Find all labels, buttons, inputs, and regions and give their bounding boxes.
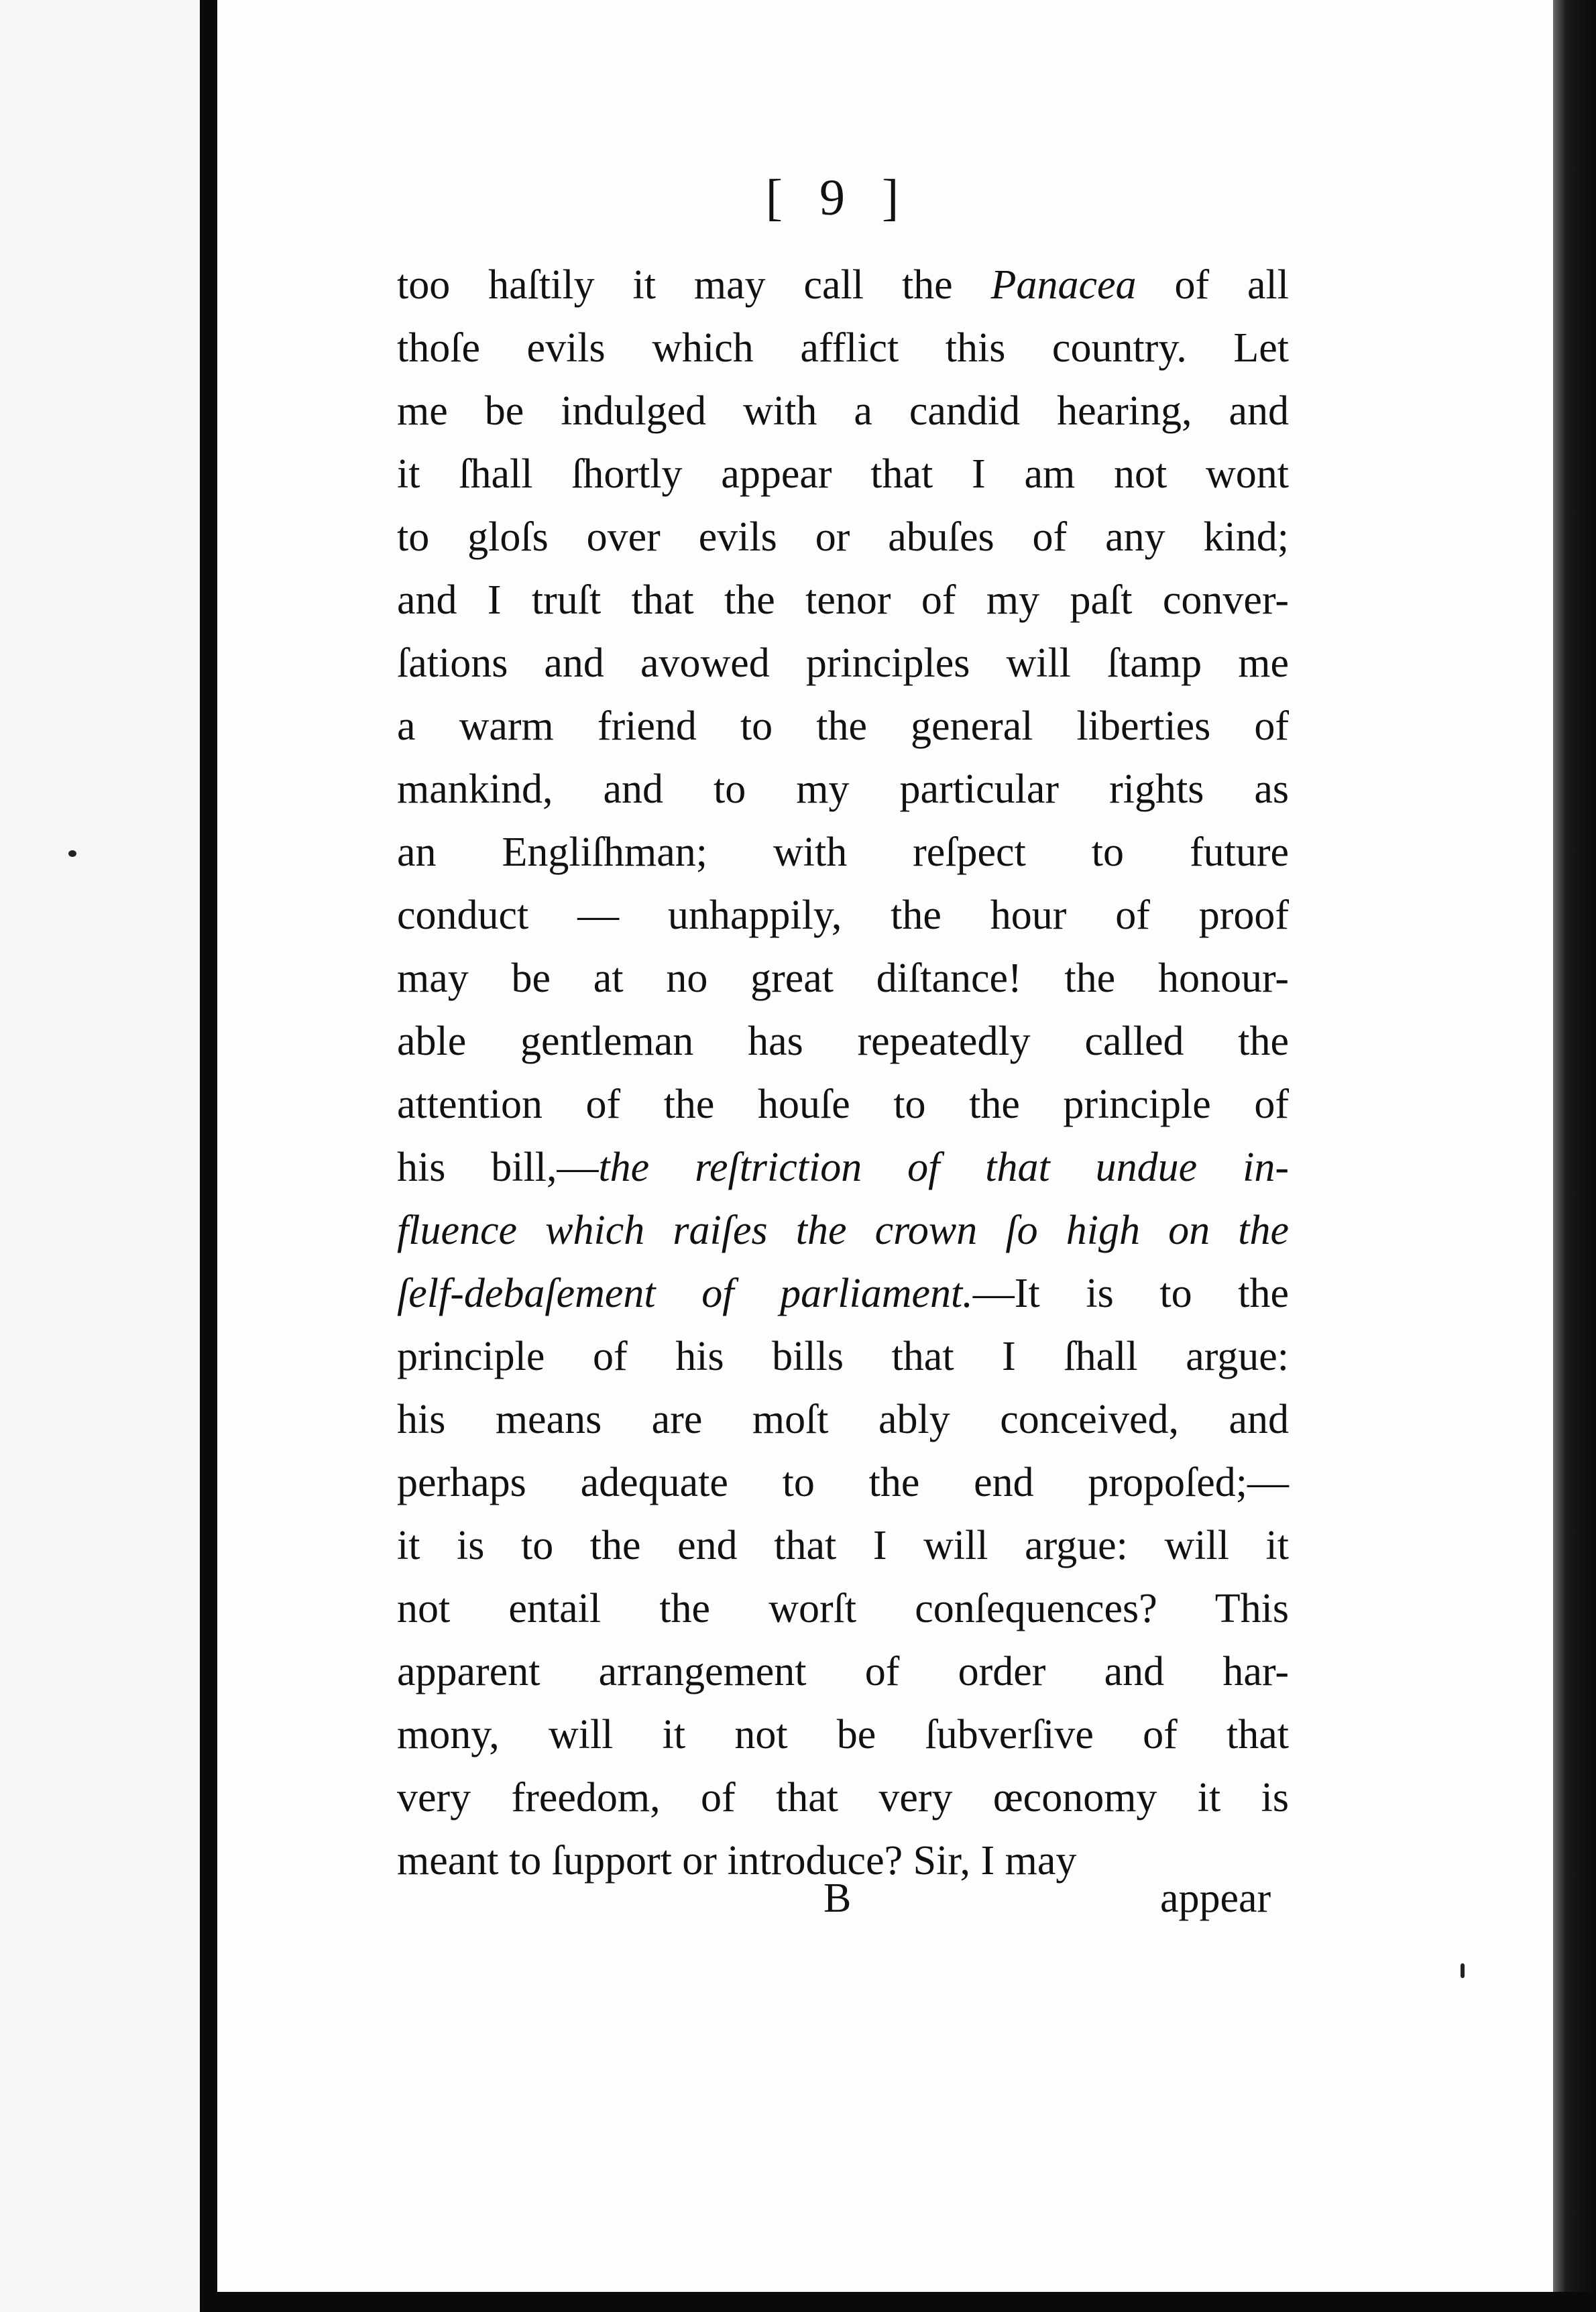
text-line [397,1136,1289,1199]
line-text: me be indulged with a candid hearing, and [397,388,1289,434]
text-line [397,316,1289,380]
scan-border [201,2292,1596,2312]
text-line [397,506,1289,569]
page-edge [1553,0,1596,2312]
line-text: able gentleman has repeatedly called the [397,1019,1289,1064]
line-text: meant to ſupport or introduce? Sir, I may [397,1838,1077,1884]
line-text: apparent arrangement of order and har- [397,1649,1289,1694]
text-line [397,1073,1289,1136]
line-text: mony, will it not be ſubverſive of that [397,1712,1289,1757]
text-line [397,947,1289,1010]
gutter-shadow [200,0,217,2312]
body-text [397,253,1289,1892]
text-line [397,695,1289,758]
text-line [397,1262,1289,1325]
line-text: very freedom, of that very œconomy it is [397,1775,1289,1820]
line-text: perhaps adequate to the end propoſed;— [397,1460,1289,1505]
line-text: may be at no great diſtance! the honour- [397,956,1289,1001]
text-line [397,443,1289,506]
line-text: too haſtily it may call the [397,262,991,308]
italic-text: Panacea [990,262,1137,308]
line-text: an Engliſhman; with reſpect to future [397,829,1289,875]
text-line [397,884,1289,947]
italic-text: fluence which raiſes the crown ſo high on the [397,1208,1289,1253]
line-text: and I truſt that the tenor of my paſt conver- [397,577,1289,623]
text-line [397,1199,1289,1262]
line-text: thoſe evils which afflict this country. Let [397,325,1289,371]
ink-speck [1461,1963,1465,1978]
italic-text: the reſtriction of that undue in- [598,1145,1289,1190]
line-text: to gloſs over evils or abuſes of any kind; [397,514,1289,560]
line-text: his bill,— [397,1145,599,1190]
line-text: —It is to the [972,1271,1289,1316]
line-text: principle of his bills that I ſhall argue: [397,1334,1289,1379]
line-text: his means are moſt ably conceived, and [397,1397,1289,1442]
text-line [397,821,1289,884]
text-line [397,253,1289,316]
text-line [397,632,1289,695]
facing-page [0,0,201,2312]
signature-mark: B [823,1875,852,1921]
line-text: it ſhall ſhortly appear that I am not wont [397,451,1289,497]
line-text: attention of the houſe to the principle of [397,1082,1289,1127]
text-line [397,1388,1289,1451]
text-line [397,569,1289,632]
text-line [397,1703,1289,1766]
italic-text: ſelf-debaſement of parliament. [397,1271,973,1316]
text-line [397,1577,1289,1640]
line-text: mankind, and to my particular rights as [397,766,1289,812]
line-text: ſations and avowed principles will ſtamp me [397,640,1289,686]
line-text: it is to the end that I will argue: will it [397,1523,1289,1568]
text-line [397,758,1289,821]
line-text: a warm friend to the general liberties of [397,703,1289,749]
text-line [397,380,1289,443]
text-line [397,1514,1289,1577]
ink-speck [68,850,76,857]
text-line [397,1640,1289,1703]
text-line [397,1451,1289,1514]
text-line [397,1325,1289,1388]
line-text: conduct — unhappily, the hour of proof [397,892,1289,938]
line-text: of all [1136,262,1289,308]
line-text: not entail the worſt conſequences? This [397,1586,1289,1631]
running-head: [ 9 ] [765,170,911,226]
catchword: appear [1160,1875,1271,1921]
text-line [397,1766,1289,1829]
text-line [397,1010,1289,1073]
